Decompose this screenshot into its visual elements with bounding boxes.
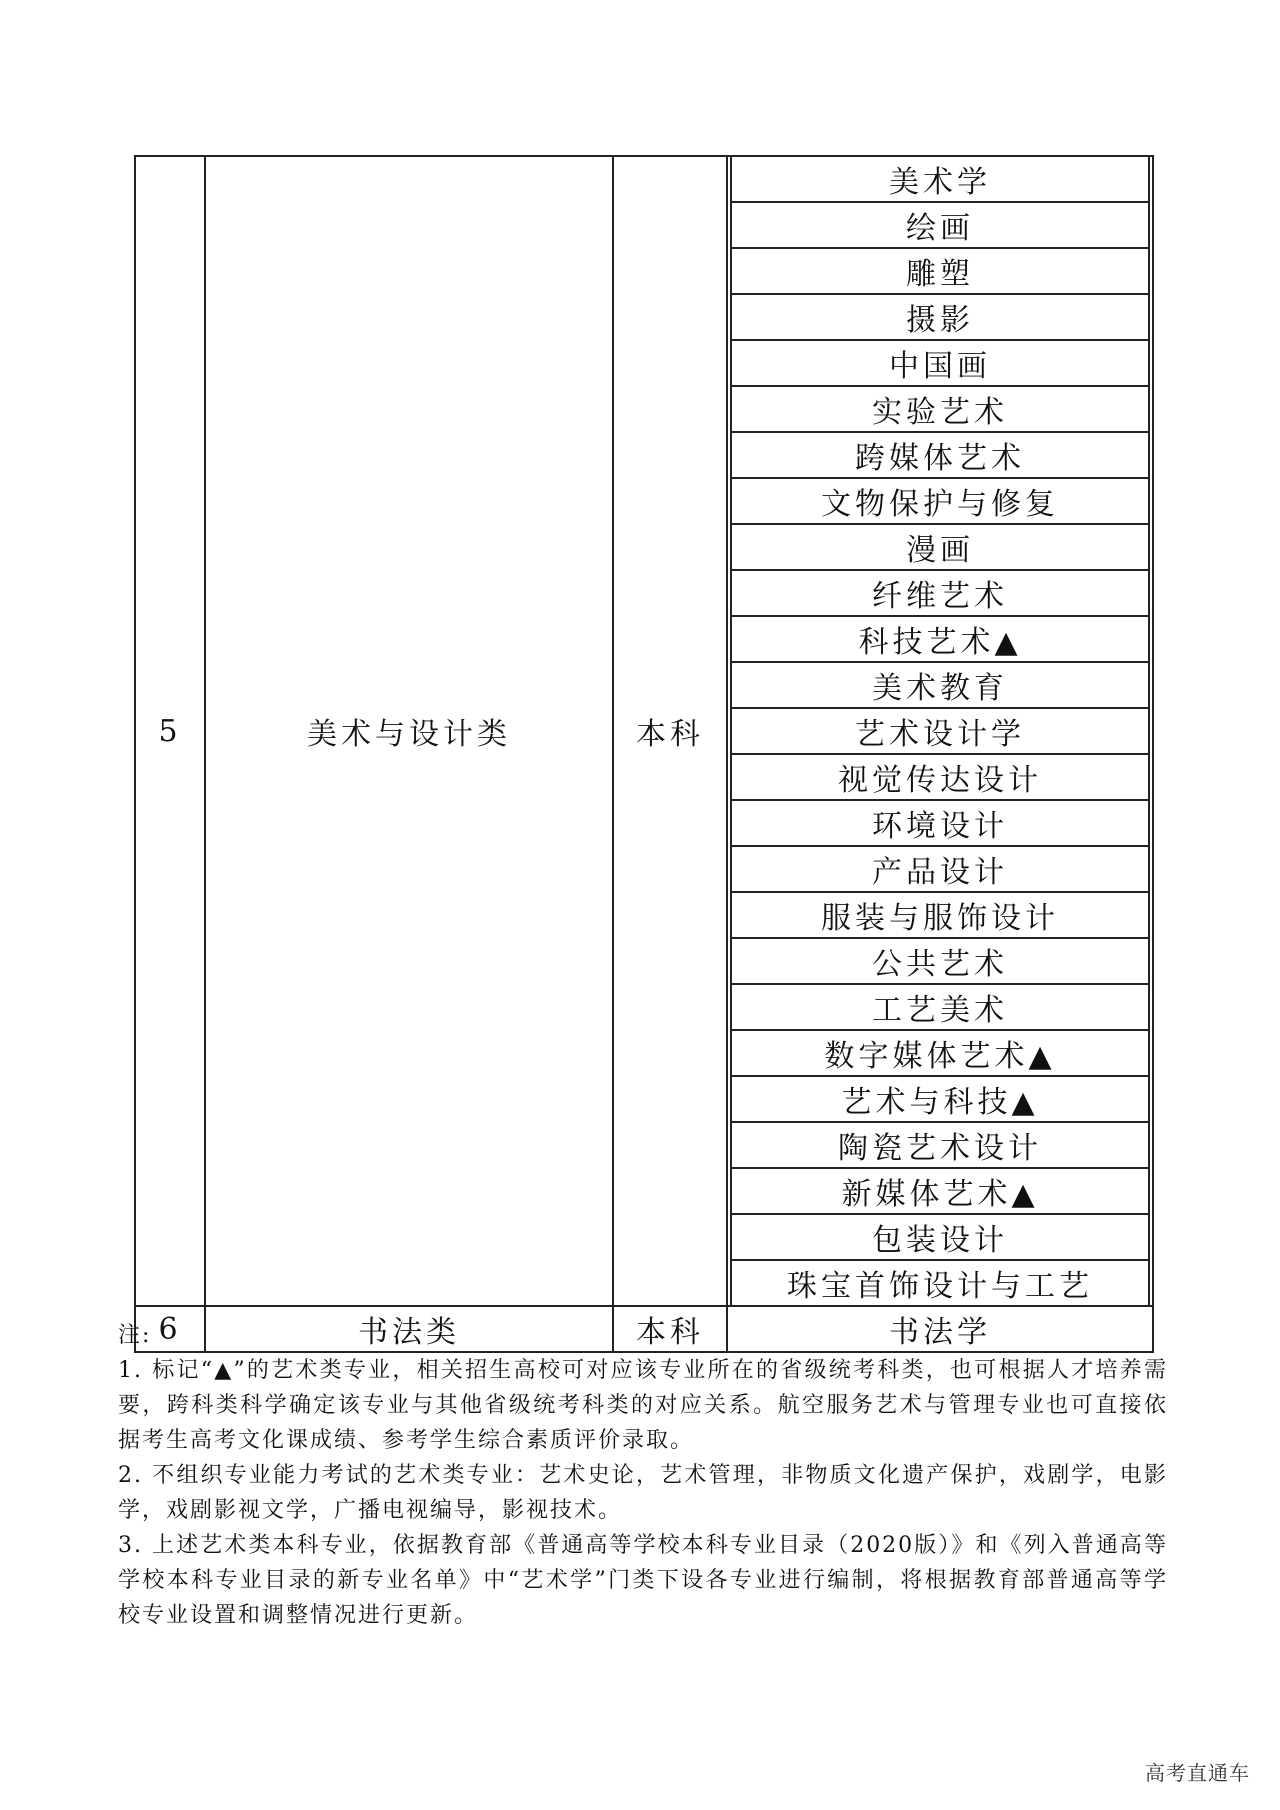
major-item: 新媒体艺术▲ — [731, 1168, 1149, 1214]
row-number: 5 — [135, 156, 205, 1306]
table-row — [135, 156, 1153, 1306]
major-item: 数字媒体艺术▲ — [731, 1030, 1149, 1076]
major-item: 包装设计 — [731, 1214, 1149, 1260]
major-item: 环境设计 — [731, 800, 1149, 846]
major-item: 陶瓷艺术设计 — [731, 1122, 1149, 1168]
major-item: 中国画 — [731, 340, 1149, 386]
major-item: 工艺美术 — [731, 984, 1149, 1030]
major-item: 书法学 — [727, 1306, 1153, 1352]
major-item: 摄影 — [731, 294, 1149, 340]
major-item: 公共艺术 — [731, 938, 1149, 984]
major-item: 科技艺术▲ — [731, 616, 1149, 662]
major-item: 实验艺术 — [731, 386, 1149, 432]
major-item: 雕塑 — [731, 248, 1149, 294]
major-item: 跨媒体艺术 — [731, 432, 1149, 478]
majors-cell — [727, 156, 1153, 1306]
notes-title: 注: — [118, 1323, 152, 1348]
major-item: 艺术设计学 — [731, 708, 1149, 754]
category-name: 美术与设计类 — [205, 156, 613, 1306]
education-level: 本科 — [613, 1306, 727, 1352]
note-item: 2. 不组织专业能力考试的艺术类专业：艺术史论，艺术管理，非物质文化遗产保护，戏剧学，电影学，戏剧影视文学，广播电视编导，影视技术。 — [118, 1463, 1168, 1523]
majors-table — [134, 155, 1154, 1353]
major-item: 服装与服饰设计 — [731, 892, 1149, 938]
education-level: 本科 — [613, 156, 727, 1306]
major-item: 产品设计 — [731, 846, 1149, 892]
major-item: 漫画 — [731, 524, 1149, 570]
row-number: 6 — [135, 1306, 205, 1352]
major-item: 绘画 — [731, 202, 1149, 248]
major-item: 视觉传达设计 — [731, 754, 1149, 800]
major-item: 美术教育 — [731, 662, 1149, 708]
major-item: 美术学 — [731, 157, 1149, 202]
major-item: 艺术与科技▲ — [731, 1076, 1149, 1122]
majors-list — [730, 157, 1150, 1305]
major-item: 文物保护与修复 — [731, 478, 1149, 524]
notes-section — [118, 1318, 1168, 1633]
major-item: 纤维艺术 — [731, 570, 1149, 616]
major-item: 珠宝首饰设计与工艺 — [731, 1260, 1149, 1305]
watermark: 高考直通车 — [1145, 1761, 1250, 1785]
category-name: 书法类 — [205, 1306, 613, 1352]
note-item: 1. 标记“▲”的艺术类专业，相关招生高校可对应该专业所在的省级统考科类，也可根据人才培养需要，跨科类科学确定该专业与其他省级统考科类的对应关系。航空服务艺术与管理专业也可直接依据考生高考文化课成绩、参考学生综合素质评价录取。 — [118, 1358, 1168, 1453]
note-item: 3. 上述艺术类本科专业，依据教育部《普通高等学校本科专业目录（2020版）》和《列入普通高等学校本科专业目录的新专业名单》中“艺术学”门类下设各专业进行编制，将根据教育部普通高等学校专业设置和调整情况进行更新。 — [118, 1533, 1168, 1628]
